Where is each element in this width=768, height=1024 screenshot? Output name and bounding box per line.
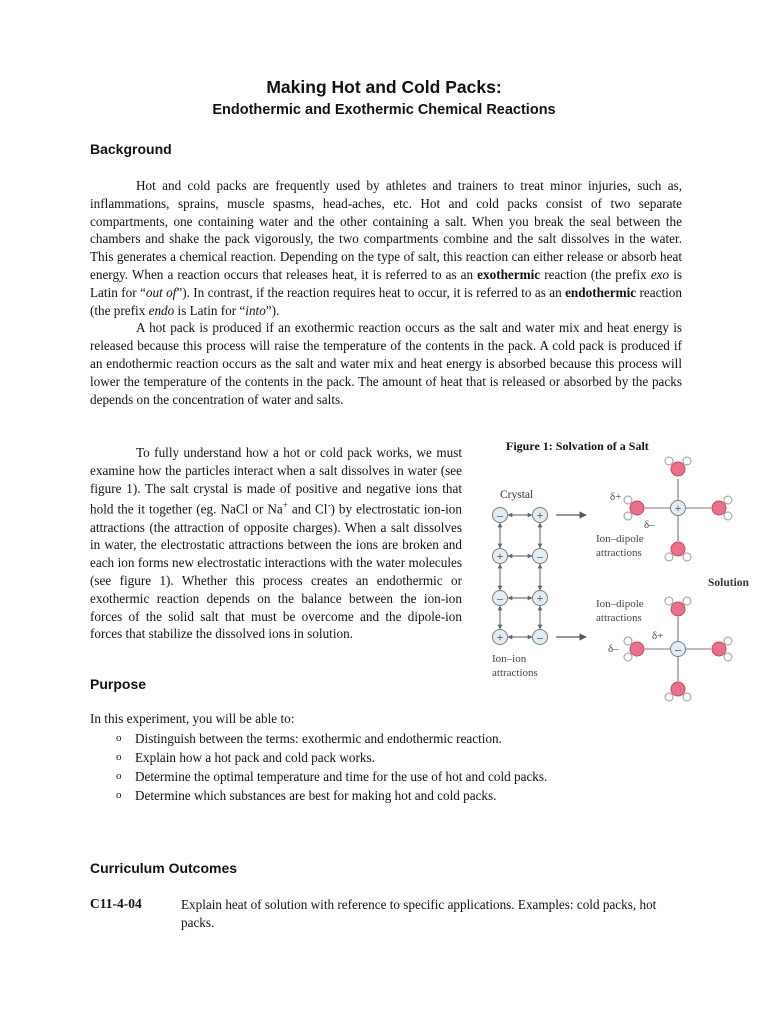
oxygen-atom-icon: [671, 602, 685, 616]
ion-ion-bonds: [500, 515, 540, 637]
hydrogen-atom-icon: [724, 637, 732, 645]
hydrogen-atom-icon: [624, 512, 632, 520]
hydrogen-atom-icon: [665, 597, 673, 605]
list-item: o Determine the optimal temperature and time for the use of hot and cold packs.: [116, 769, 548, 784]
svg-text:–: –: [537, 549, 543, 563]
purpose-list: [90, 729, 547, 805]
ion-dipole-label: Ion–dipole: [596, 533, 644, 545]
svg-text:–: –: [497, 591, 503, 605]
anion-icon: [533, 549, 548, 564]
svg-text:–: –: [537, 630, 543, 644]
hydrogen-atom-icon: [624, 637, 632, 645]
outcome-code: C11-4-04: [90, 896, 142, 911]
oxygen-atom-icon: [712, 642, 726, 656]
document-subtitle: Endothermic and Exothermic Chemical Reactions: [212, 102, 556, 118]
svg-text:–: –: [497, 508, 503, 522]
outcome-text: Explain heat of solution with reference to specific applications. Examples: cold packs, hot packs.: [181, 897, 657, 930]
ion-dipole-label-line-2: attractions: [596, 547, 642, 559]
hydrogen-atom-icon: [665, 553, 673, 561]
delta-plus-label: δ+: [610, 491, 622, 503]
hydrogen-atom-icon: [724, 496, 732, 504]
svg-text:+: +: [536, 508, 544, 522]
crystal-label: Crystal: [500, 489, 534, 501]
oxygen-atom-icon: [671, 682, 685, 696]
svg-text:–: –: [675, 642, 681, 656]
hydrogen-atom-icon: [724, 512, 732, 520]
list-item: o Determine which substances are best for making hot and cold packs.: [116, 788, 497, 803]
cation-icon: [493, 549, 508, 564]
hydrogen-atom-icon: [683, 597, 691, 605]
bullet-icon: o: [116, 732, 122, 744]
cation-icon: [533, 591, 548, 606]
document-title: Making Hot and Cold Packs:: [266, 77, 502, 97]
hydrogen-atom-icon: [624, 496, 632, 504]
cation-icon: [493, 630, 508, 645]
hydrogen-atom-icon: [683, 457, 691, 465]
svg-text:+: +: [536, 591, 544, 605]
ion-dipole-label-2-line-2: attractions: [596, 612, 642, 624]
hydrogen-atom-icon: [683, 693, 691, 701]
figure-caption: Figure 1: Solvation of a Salt: [506, 439, 649, 453]
oxygen-atom-icon: [630, 642, 644, 656]
ion-ion-label: Ion–ion: [492, 653, 527, 665]
purpose-intro: In this experiment, you will be able to:: [90, 711, 295, 726]
solvation-figure: [484, 452, 762, 702]
background-paragraph-2: A hot pack is produced if an exothermic reaction occurs as the salt and water mix and heat energy is released because this process will raise the temperature of the contents in the pack. A cold pack is produced if an endothermic reaction occurs as the salt and water mix and heat energy is absorbed because this process will lower the temperature of the contents in the pack. The amount of heat that is released or absorbed by the packs depends on the concentration of water and salts.: [90, 320, 682, 407]
background-paragraph-3: To fully understand how a hot or cold pack works, we must examine how the particles interact when a salt dissolves in water (see figure 1). The salt crystal is made of positive and negative ions that hold the it together (eg. NaCl or Na+ and Cl-) by electrostatic ion-ion attractions (the attraction of opposite charges). When a salt dissolves in water, the electrostatic attractions between the ions are broken and each ion forms new electrostatic interactions with the water molecules (see figure 1). Whether this process creates an endothermic or exothermic reaction depends on the balance between the ion-ion forces of the solid salt that must be overcome and the dipole-ion forces that stabilize the dissolved ions in solution.: [90, 445, 462, 642]
svg-text:+: +: [674, 501, 682, 515]
background-heading: Background: [90, 141, 172, 157]
anion-icon: [493, 591, 508, 606]
solution-label: Solution: [708, 577, 749, 589]
hydrogen-atom-icon: [724, 653, 732, 661]
ion-ion-label-line-2: attractions: [492, 667, 538, 679]
list-item: o Explain how a hot pack and cold pack works.: [116, 750, 375, 765]
oxygen-atom-icon: [671, 542, 685, 556]
oxygen-atom-icon: [671, 462, 685, 476]
list-item: o Distinguish between the terms: exothermic and endothermic reaction.: [116, 731, 502, 746]
anion-icon: [533, 630, 548, 645]
cation-icon: [671, 501, 686, 516]
anion-icon: [493, 508, 508, 523]
delta-plus-label-2: δ+: [652, 630, 664, 642]
background-paragraph-1: Hot and cold packs are frequently used by athletes and trainers to treat minor injuries, such as, inflammations, sprains, muscle spasms, head-aches, etc. Hot and cold packs consist of two separate compartments, one containing water and the other containing a salt. When you break the seal between the chambers and shake the pack vigorously, the two compartments combine and the salt dissolves in the water. This generates a chemical reaction. Depending on the type of salt, this reaction can either release or absorb heat energy. When a reaction occurs that releases heat, it is referred to as an exothermic reaction (the prefix exo is Latin for “out of”). In contrast, if the reaction requires heat to occur, it is referred to as an endothermic reaction (the prefix endo is Latin for “into”).: [90, 178, 682, 318]
delta-minus-label: δ–: [644, 519, 655, 531]
oxygen-atom-icon: [630, 501, 644, 515]
delta-minus-label-2: δ–: [608, 643, 619, 655]
hydrogen-atom-icon: [624, 653, 632, 661]
hydrated-cation: [624, 457, 732, 561]
background-section: [90, 177, 682, 408]
bullet-icon: o: [116, 770, 122, 782]
anion-icon: [671, 642, 686, 657]
cation-icon: [533, 508, 548, 523]
hydrogen-atom-icon: [665, 693, 673, 701]
bullet-icon: o: [116, 751, 122, 763]
oxygen-atom-icon: [712, 501, 726, 515]
crystal-ions: [493, 508, 548, 645]
ion-dipole-label-2: Ion–dipole: [596, 598, 644, 610]
bullet-icon: o: [116, 789, 122, 801]
purpose-heading: Purpose: [90, 676, 147, 692]
svg-text:+: +: [496, 630, 504, 644]
hydrogen-atom-icon: [665, 457, 673, 465]
hydrogen-atom-icon: [683, 553, 691, 561]
svg-text:+: +: [496, 549, 504, 563]
curriculum-heading: Curriculum Outcomes: [90, 860, 238, 876]
